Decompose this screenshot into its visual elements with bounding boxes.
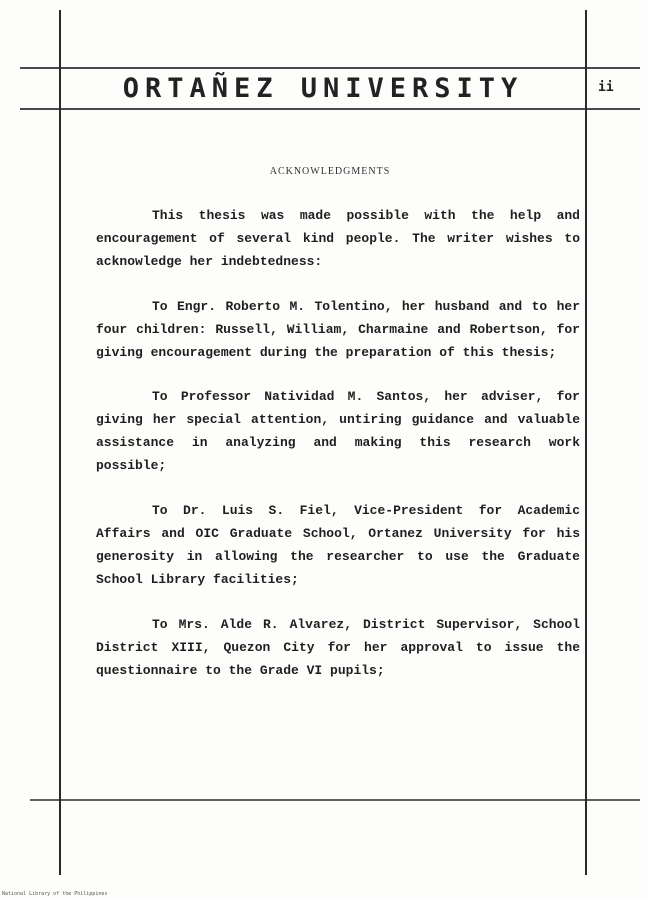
letterhead-bottom-rule xyxy=(20,108,640,110)
paragraph-intro: This thesis was made possible with the help and encouragement of several kind people. The writer wishes to acknowledge her indebtedness: xyxy=(96,208,580,269)
scan-credit: National Library of the Philippines xyxy=(2,891,108,897)
university-letterhead: ORTAÑEZ UNIVERSITY xyxy=(122,73,524,104)
paragraph-family: To Engr. Roberto M. Tolentino, her husband and to her four children: Russell, William, Charmaine and Robertson, for giving encouragement during the preparation of this thesis; xyxy=(96,298,580,360)
paragraph-supervisor: To Mrs. Alde R. Alvarez, District Supervisor, School District XIII, Quezon City for her approval to issue the questionnaire to the Grade VI pupils; xyxy=(96,616,580,678)
footer-rule xyxy=(30,799,640,801)
left-margin-rule xyxy=(59,10,61,875)
section-title: ACKNOWLEDGMENTS xyxy=(269,166,391,177)
right-margin-rule xyxy=(585,10,587,875)
letterhead-top-rule xyxy=(20,67,640,69)
paragraph-adviser: To Professor Natividad M. Santos, her adviser, for giving her special attention, untiring guidance and valuable assistance in analyzing and making this research work possible; xyxy=(96,389,580,474)
acknowledgments-body xyxy=(96,205,580,704)
page-number: ii xyxy=(598,80,614,95)
paragraph-vice-president: To Dr. Luis S. Fiel, Vice-President for Academic Affairs and OIC Graduate School, Ortanez University for his generosity in allowing the researcher to use the Graduate School Library facilities; xyxy=(96,503,580,587)
